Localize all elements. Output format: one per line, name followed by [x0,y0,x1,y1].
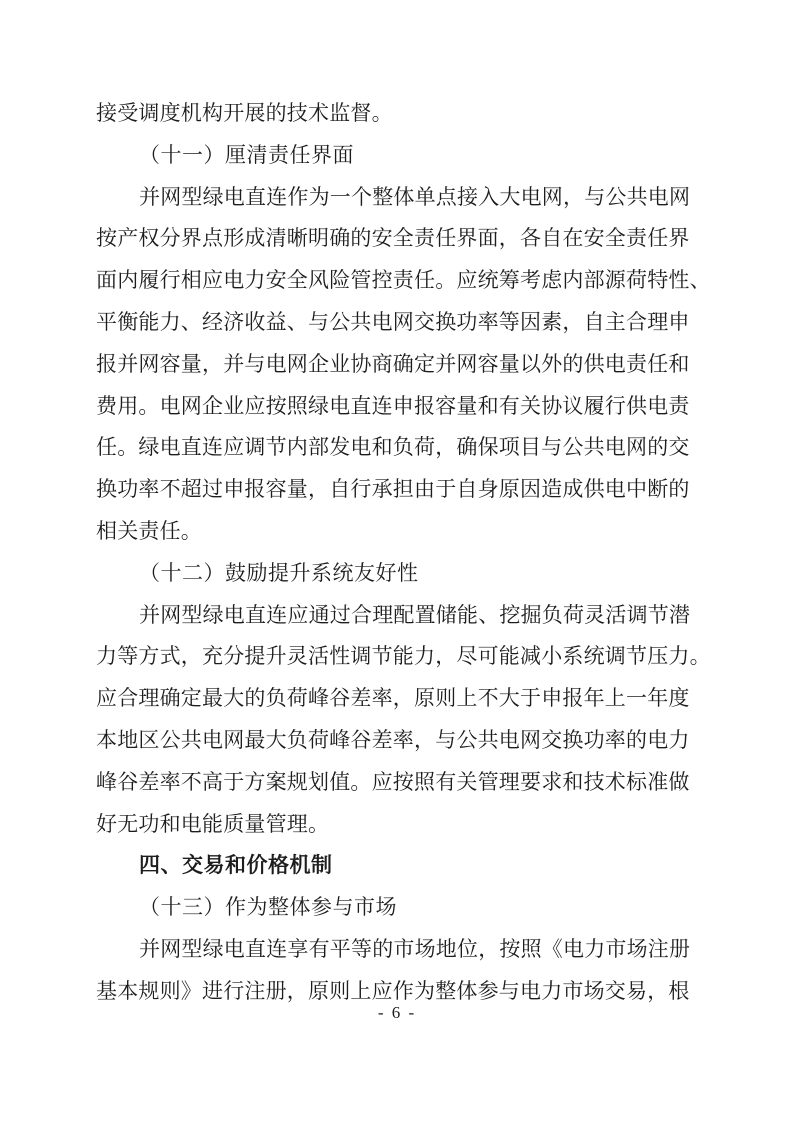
body-line: 并网型绿电直连应通过合理配置储能、挖掘负荷灵活调节潜 [139,602,691,627]
body-line: 任。绿电直连应调节内部发电和负荷，确保项目与公共电网的交 [96,435,690,460]
body-line: 峰谷差率不高于方案规划值。应按照有关管理要求和技术标准做 [96,769,690,794]
sub-heading: （十三）作为整体参与市场 [139,895,397,920]
body-line: 并网型绿电直连作为一个整体单点接入大电网，与公共电网 [139,184,691,209]
body-line: 按产权分界点形成清晰明确的安全责任界面，各自在安全责任界 [96,226,690,251]
body-line: 应合理确定最大的负荷峰谷差率，原则上不大于申报年上一年度 [96,686,690,711]
page-number: - 6 - [377,1003,417,1022]
body-line: 换功率不超过申报容量，自行承担由于自身原因造成供电中断的 [96,477,690,502]
body-line: 费用。电网企业应按照绿电直连申报容量和有关协议履行供电责 [96,393,690,418]
body-line: 好无功和电能质量管理。 [96,811,330,836]
body-line: 平衡能力、经济收益、与公共电网交换功率等因素，自主合理申 [96,309,690,334]
body-line: 报并网容量，并与电网企业协商确定并网容量以外的供电责任和 [96,351,690,376]
document-body [96,93,716,1013]
body-line: 接受调度机构开展的技术监督。 [96,101,393,125]
body-line: 面内履行相应电力安全风险管控责任。应统筹考虑内部源荷特性、 [96,268,711,293]
sub-heading: （十二）鼓励提升系统友好性 [139,560,419,585]
body-line: 并网型绿电直连享有平等的市场地位，按照《电力市场注册 [139,936,691,961]
body-line: 本地区公共电网最大负荷峰谷差率，与公共电网交换功率的电力 [96,727,690,752]
body-line: 相关责任。 [96,518,202,543]
section-heading: 四、交易和价格机制 [139,854,333,878]
body-line: 基本规则》进行注册，原则上应作为整体参与电力市场交易，根 [96,978,690,1003]
page-footer [0,1003,794,1023]
sub-heading: （十一）厘清责任界面 [139,142,354,167]
body-line: 力等方式，充分提升灵活性调节能力，尽可能减小系统调节压力。 [96,644,711,669]
